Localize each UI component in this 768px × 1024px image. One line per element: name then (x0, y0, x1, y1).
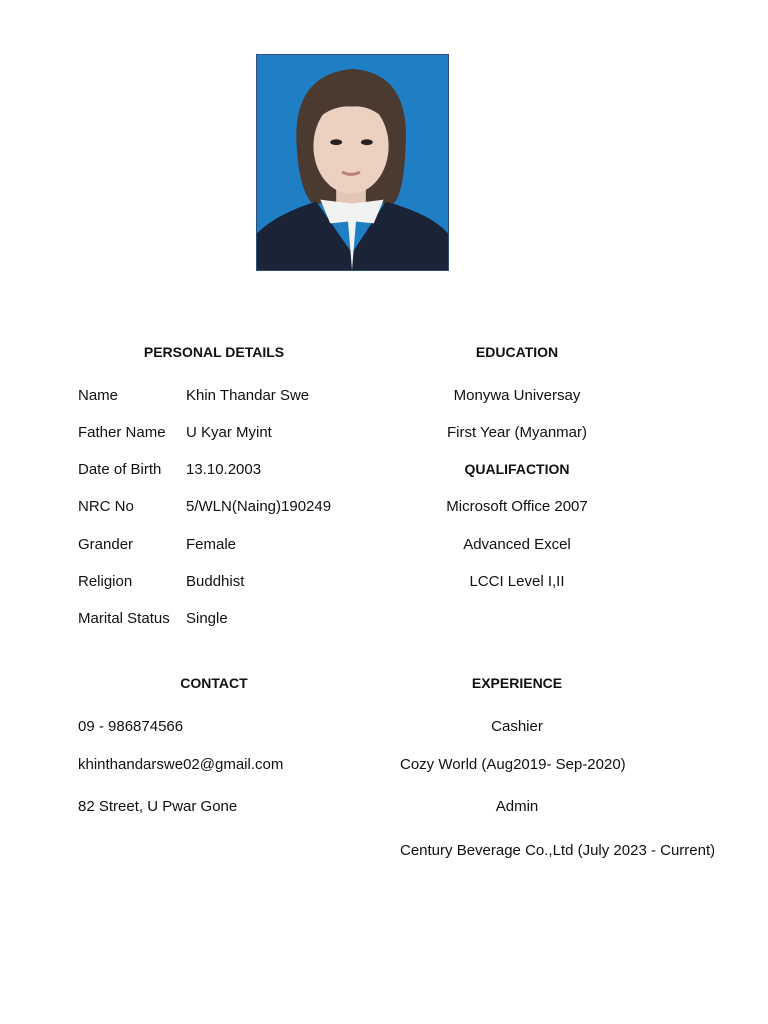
gender-label: Grander (78, 536, 134, 553)
date-of-birth-value: 13.10.2003 (186, 461, 262, 478)
name-label: Name (78, 387, 119, 404)
street-address: 82 Street, U Pwar Gone (78, 798, 238, 815)
qualification-item: Microsoft Office 2007 (446, 498, 588, 515)
experience-item: Century Beverage Co.,Ltd (July 2023 - Current) (400, 842, 716, 859)
qualification-item: Advanced Excel (463, 536, 571, 553)
education-item: First Year (Myanmar) (446, 424, 588, 441)
qualification-item: LCCI Level I,II (469, 573, 565, 590)
religion-value: Buddhist (186, 573, 245, 590)
name-value: Khin Thandar Swe (186, 387, 310, 404)
nrc-value: 5/WLN(Naing)190249 (186, 498, 332, 515)
experience-heading: EXPERIENCE (471, 675, 563, 691)
experience-item: Admin (495, 798, 539, 815)
contact-heading: CONTACT (180, 675, 248, 691)
nrc-label: NRC No (78, 498, 134, 515)
portrait-illustration (257, 55, 448, 270)
qualification-heading: QUALIFACTION (464, 461, 570, 477)
experience-item: Cozy World (Aug2019- Sep-2020) (400, 756, 626, 773)
phone-number: 09 - 986874566 (78, 718, 184, 735)
gender-value: Female (186, 536, 237, 553)
personal-details-heading: PERSONAL DETAILS (143, 344, 285, 360)
education-heading: EDUCATION (475, 344, 559, 360)
father-name-label: Father Name (78, 424, 166, 441)
religion-label: Religion (78, 573, 133, 590)
father-name-value: U Kyar Myint (186, 424, 272, 441)
marital-status-value: Single (186, 610, 228, 627)
email-address: khinthandarswe02@gmail.com (78, 756, 284, 773)
profile-photo (256, 54, 449, 271)
experience-item: Cashier (491, 718, 543, 735)
date-of-birth-label: Date of Birth (78, 461, 162, 478)
education-item: Monywa Universay (453, 387, 581, 404)
marital-status-label: Marital Status (78, 610, 170, 627)
